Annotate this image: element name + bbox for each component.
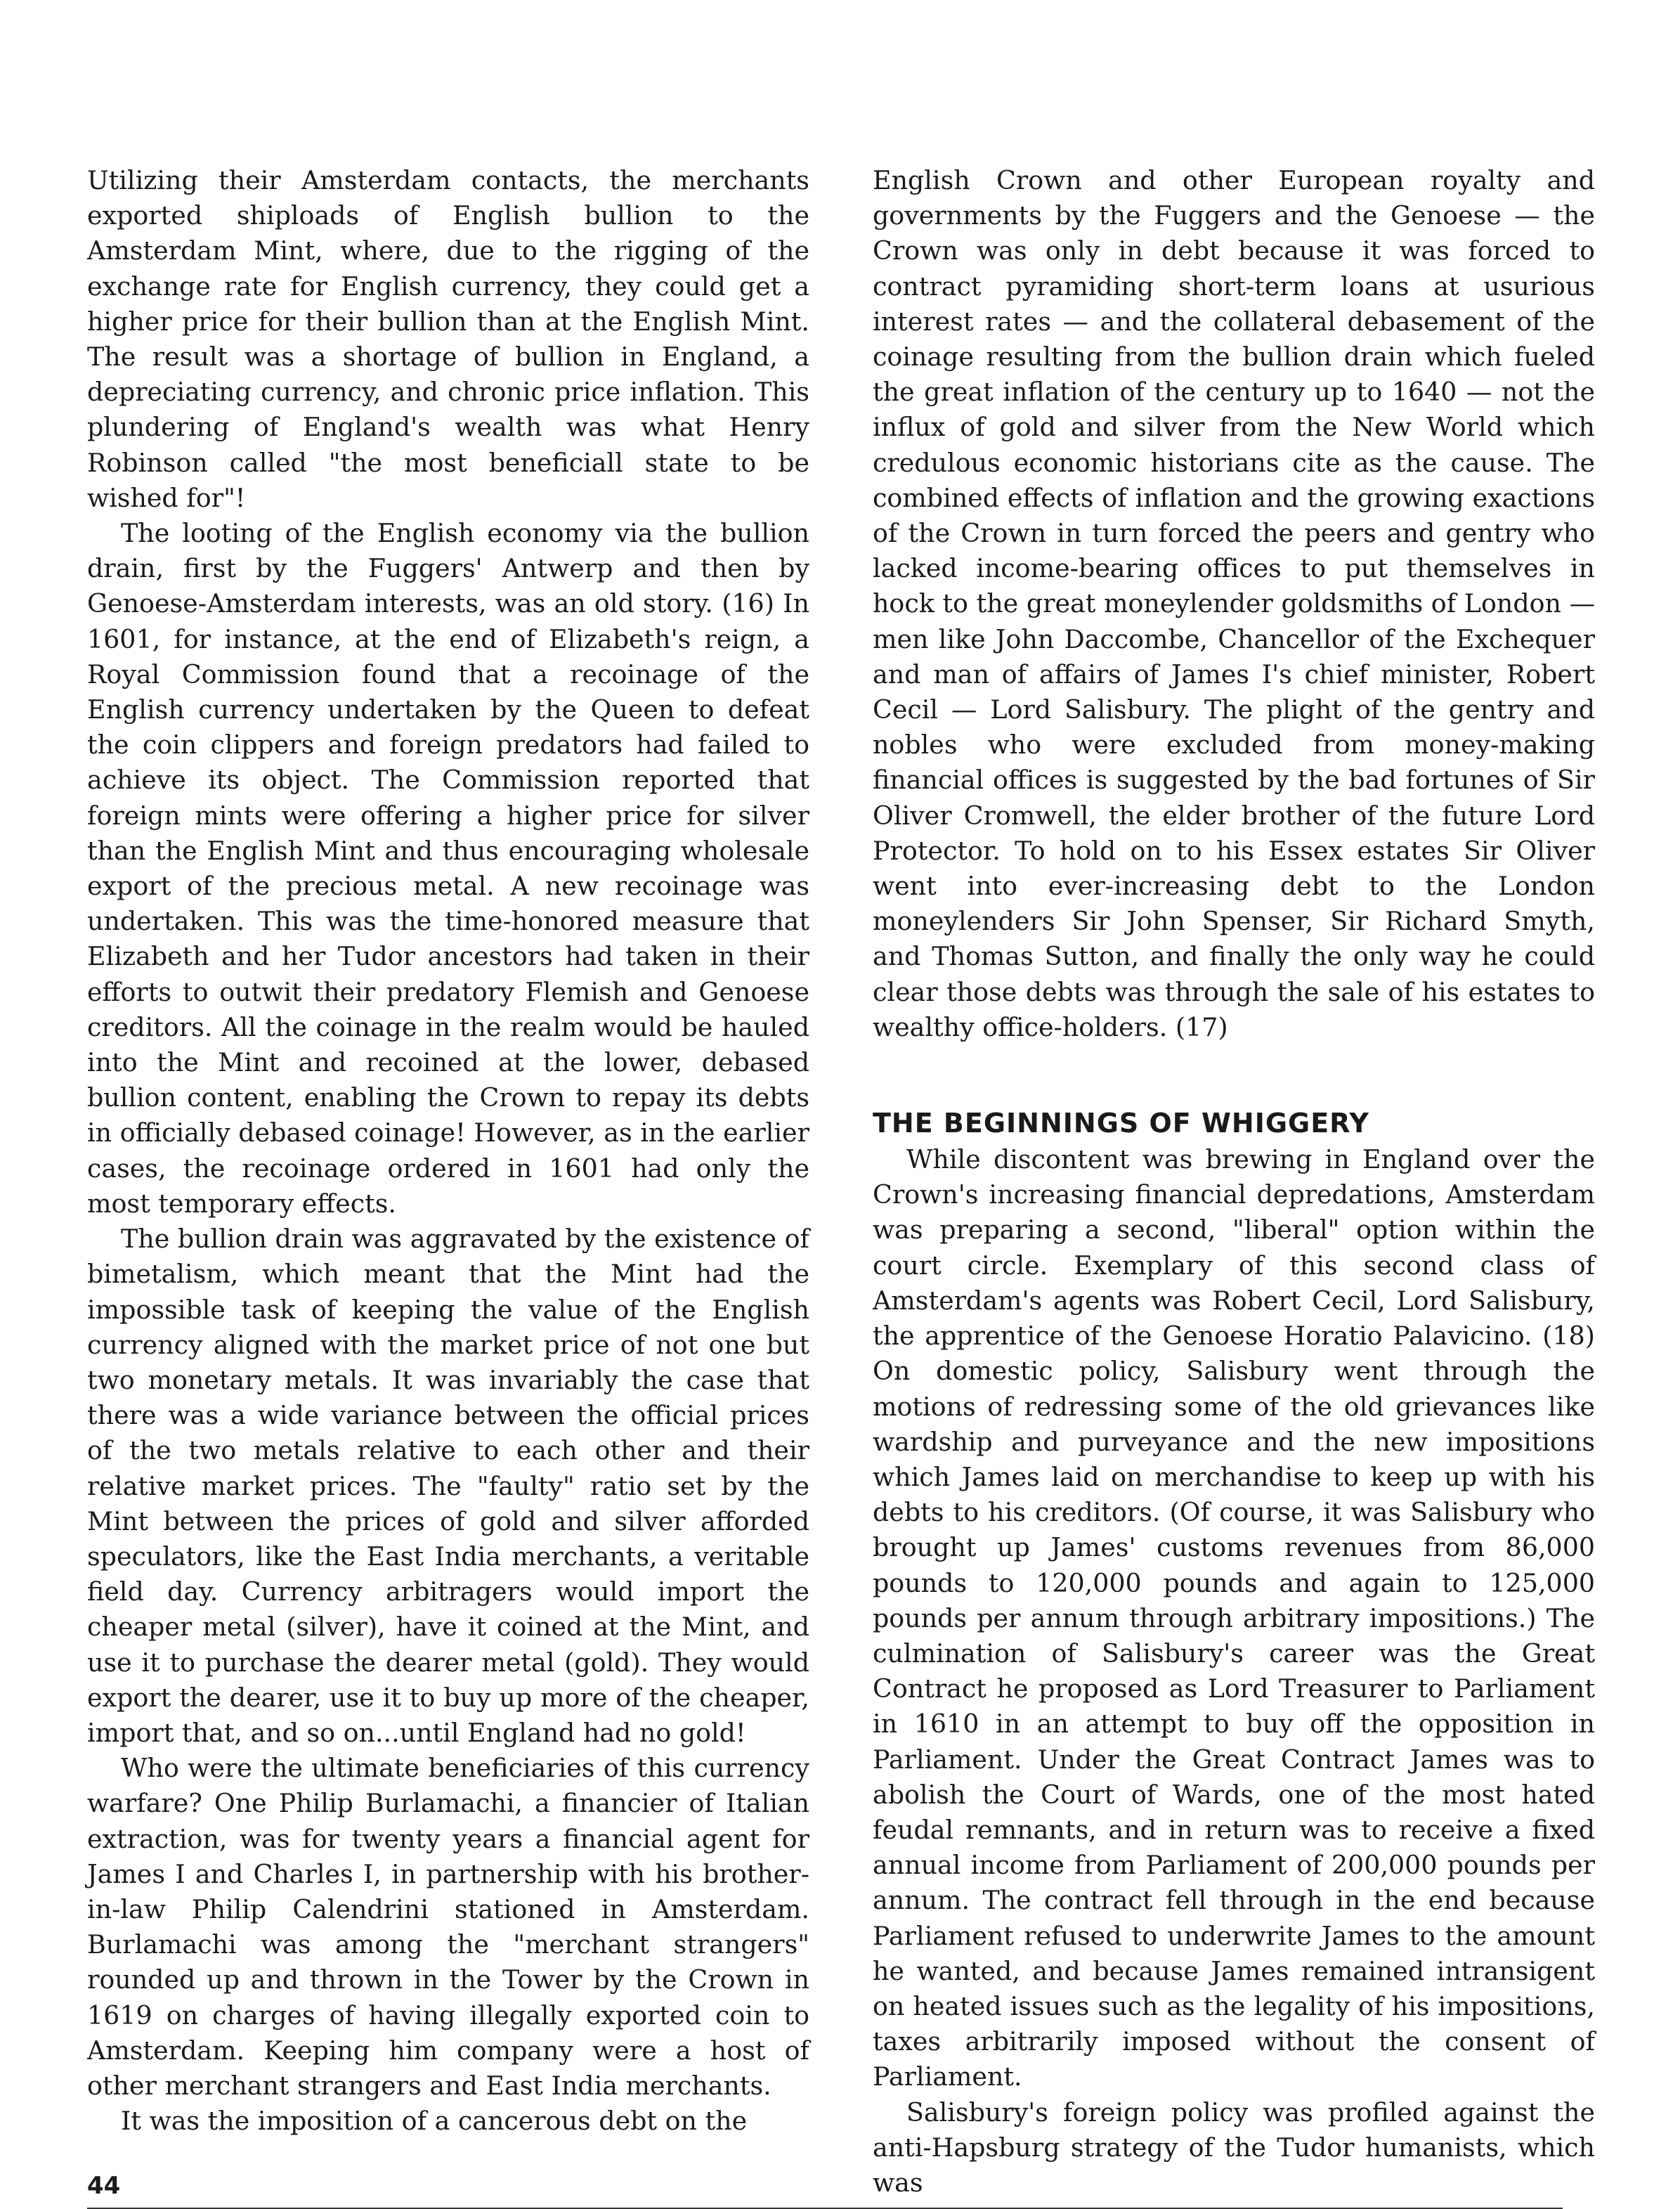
section-heading: THE BEGINNINGS OF WHIGGERY bbox=[873, 1108, 1369, 1139]
left-column bbox=[87, 163, 809, 2139]
paragraph: English Crown and other European royalty and governments by the Fuggers and the Genoese — the Crown was only in debt because it was forced to contract pyramiding short-term loans at usurious interest rates — and the collateral debasement of the coinage resulting from the bullion drain which fueled the great inflation of the century up to 1640 — not the influx of gold and silver from the New World which credulous economic historians cite as the cause. The combined effects of inflation and the growing exactions of the Crown in turn forced the peers and gentry who lacked income-bearing offices to put themselves in hock to the great moneylender goldsmiths of London — men like John Daccombe, Chancellor of the Exchequer and man of affairs of James I's chief minister, Robert Cecil — Lord Salisbury. The plight of the gentry and nobles who were excluded from money-making financial offices is suggested by the bad fortunes of Sir Oliver Cromwell, the elder brother of the future Lord Protector. To hold on to his Essex estates Sir Oliver went into ever-increasing debt to the London moneylenders Sir John Spenser, Sir Richard Smyth, and Thomas Sutton, and finally the only way he could clear those debts was through the sale of his estates to wealthy office-holders. (17) bbox=[873, 165, 1595, 1042]
paragraph: It was the imposition of a cancerous debt on the bbox=[121, 2106, 748, 2137]
paragraph: While discontent was brewing in England over the Crown's increasing financial depredations, Amsterdam was preparing a second, "liberal" option within the court circle. Exemplary of this second class of Amsterdam's agents was Robert Cecil, Lord Salisbury, the apprentice of the Genoese Horatio Palavicino. (18) On domestic policy, Salisbury went through the motions of redressing some of the old grievances like wardship and purveyance and the new impositions which James laid on merchandise to keep up with his debts to his creditors. (Of course, it was Salisbury who brought up James' customs revenues from 86,000 pounds to 120,000 pounds and again to 125,000 pounds per annum through arbitrary impositions.) The culmination of Salisbury's career was the Great Contract he proposed as Lord Treasurer to Parliament in 1610 in an attempt to buy off the opposition in Parliament. Under the Great Contract James was to abolish the Court of Wards, one of the most hated feudal remnants, and in return was to receive a fixed annual income from Parliament of 200,000 pounds per annum. The contract fell through in the end because Parliament refused to underwrite James to the amount he wanted, and because James remained intransigent on heated issues such as the legality of his impositions, taxes arbitrarily imposed without the consent of Parliament. bbox=[873, 1144, 1595, 2092]
paragraph: Who were the ultimate beneficiaries of this currency warfare? One Philip Burlamachi, a financier of Italian extraction, was for twenty years a financial agent for James I and Charles I, in partnership with his brother-in-law Philip Calendrini stationed in Amsterdam. Burlamachi was among the "merchant strangers" rounded up and thrown in the Tower by the Crown in 1619 on charges of having illegally exported coin to Amsterdam. Keeping him company were a host of other merchant strangers and East India merchants. bbox=[87, 1753, 809, 2101]
page-number: 44 bbox=[87, 2172, 121, 2200]
paragraph: The looting of the English economy via the bullion drain, first by the Fuggers' Antwerp and then by Genoese-Amsterdam interests, was an old story. (16) In 1601, for instance, at the end of Elizabeth's reign, a Royal Commission found that a recoinage of the English currency undertaken by the Queen to defeat the coin clippers and foreign predators had failed to achieve its object. The Commission reported that foreign mints were offering a higher price for silver than the English Mint and thus encouraging wholesale export of the precious metal. A new recoinage was undertaken. This was the time-honored measure that Elizabeth and her Tudor ancestors had taken in their efforts to outwit their predatory Flemish and Genoese creditors. All the coinage in the realm would be hauled into the Mint and recoined at the lower, debased bullion content, enabling the Crown to repay its debts in officially debased coinage! However, as in the earlier cases, the recoinage ordered in 1601 had only the most temporary effects. bbox=[87, 518, 809, 1219]
right-column bbox=[873, 163, 1595, 2201]
paragraph: Utilizing their Amsterdam contacts, the merchants exported shiploads of English bullion to the Amsterdam Mint, where, due to the rigging of the exchange rate for English currency, they could get a higher price for their bullion than at the English Mint. The result was a shortage of bullion in England, a depreciating currency, and chronic price inflation. This plundering of England's wealth was what Henry Robinson called "the most beneficiall state to be wished for"! bbox=[87, 165, 809, 513]
paragraph: The bullion drain was aggravated by the existence of bimetalism, which meant that the Mint had the impossible task of keeping the value of the English currency aligned with the market price of not one but two monetary metals. It was invariably the case that there was a wide variance between the official prices of the two metals relative to each other and their relative market prices. The "faulty" ratio set by the Mint between the prices of gold and silver afforded speculators, like the East India merchants, a veritable field day. Currency arbitragers would import the cheaper metal (silver), have it coined at the Mint, and use it to purchase the dearer metal (gold). They would export the dearer, use it to buy up more of the cheaper, import that, and so on...until England had no gold! bbox=[87, 1224, 809, 1748]
paragraph: Salisbury's foreign policy was profiled against the anti-Hapsburg strategy of the Tudor humanists, which was bbox=[873, 2097, 1595, 2198]
